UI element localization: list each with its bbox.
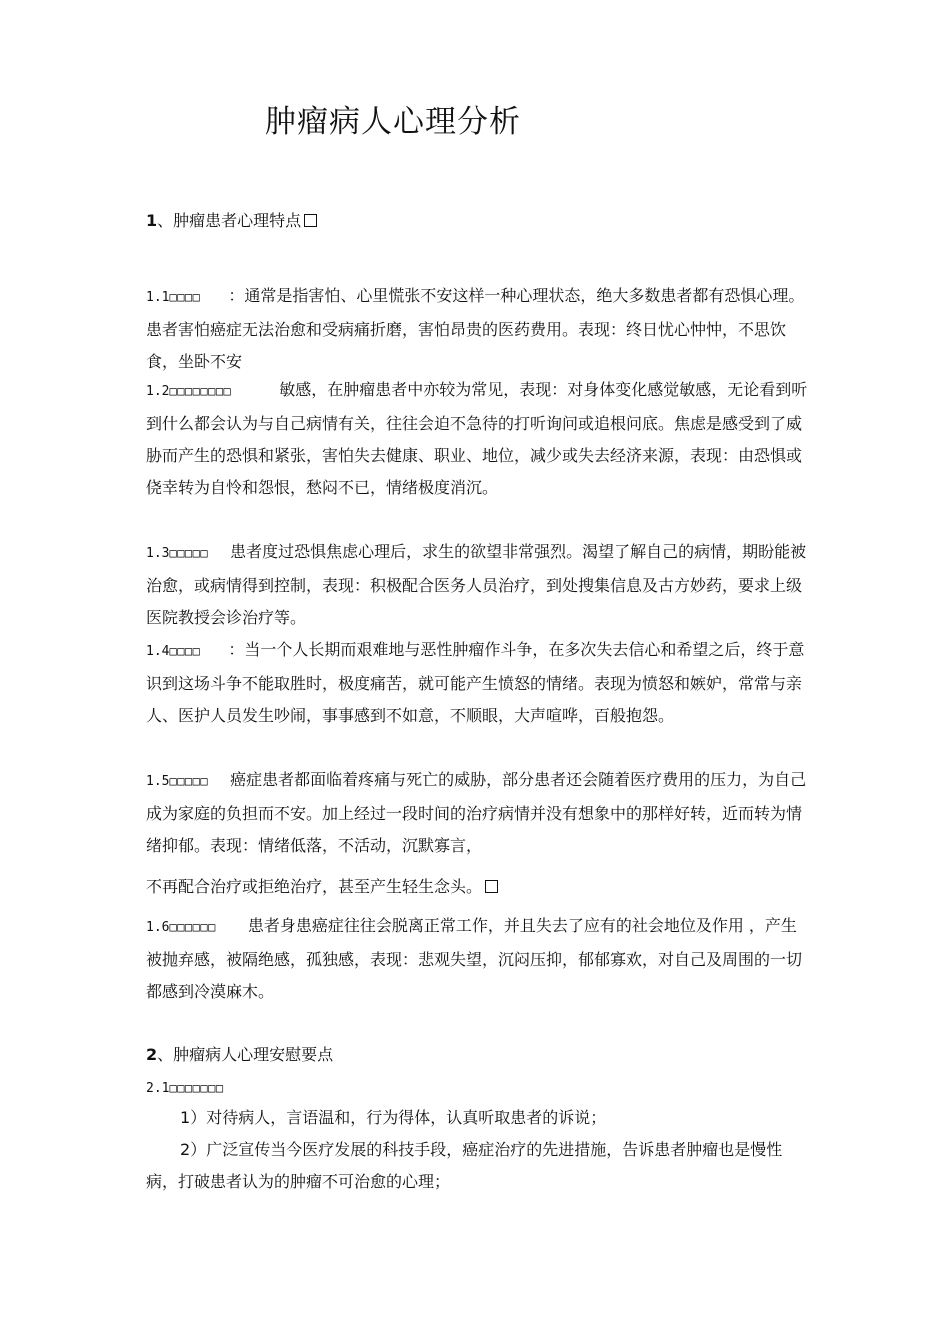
garbled-heading: □□□□□□□ <box>169 1081 224 1095</box>
item-text: 癌症患者都面临着疼痛与死亡的威胁，部分患者还会随着医疗费用的压力，为自己成为家庭的负担而不安。加上经过一段时间的治疗病情并没有想象中的那样好转，近而转为情绪抑郁。表现：情绪低落，不活动，沉默寡言， <box>146 770 807 855</box>
garbled-heading: □□□□□□□□ <box>169 384 232 398</box>
section-2-label: 、肿瘤病人心理安慰要点 <box>157 1045 334 1064</box>
item-text: ：通常是指害怕、心里慌张不安这样一种心理状态，绝大多数患者都有恐惧心理。患者害怕癌症无法治愈和受病痛折磨，害怕昂贵的医药费用。表现：终日忧心忡忡，不思饮食，坐卧不安 <box>146 286 805 371</box>
garbled-heading: □□□□ <box>169 290 201 304</box>
section-1-number: 1 <box>146 211 158 230</box>
section-1-label: 、肿瘤患者心理特点 <box>157 211 302 230</box>
section-1-heading <box>146 208 317 231</box>
point-2 <box>146 1134 808 1198</box>
box-glyph-icon <box>304 214 317 227</box>
item-1-1 <box>146 280 808 378</box>
item-text: ：当一个人长期而艰难地与恶性肿瘤作斗争，在多次失去信心和希望之后，终于意识到这场斗争不能取胜时，极度痛苦，就可能产生愤怒的情绪。表现为愤怒和嫉妒，常常与亲人、医护人员发生吵闹，事事感到不如意，不顺眼，大声喧哗，百般抱怨。 <box>146 640 805 725</box>
item-1-4 <box>146 634 808 732</box>
point-number: 2 <box>180 1140 191 1159</box>
garbled-heading: □□□□ <box>169 644 201 658</box>
point-text: ）广泛宣传当今医疗发展的科技手段，癌症治疗的先进措施，告诉患者肿瘤也是慢性病，打破患者认为的肿瘤不可治愈的心理； <box>146 1140 783 1191</box>
item-1-3 <box>146 536 808 634</box>
item-text: 敏感，在肿瘤患者中亦较为常见，表现：对身体变化感觉敏感，无论看到听到什么都会认为与自己病情有关，往往会迫不急待的打听询问或追根问底。焦虑是感受到了威胁而产生的恐惧和紧张，害怕失去健康、职业、地位，减少或失去经济来源，表现：由恐惧或侥幸转为自怜和怨恨，愁闷不已，情绪极度消沉。 <box>146 380 808 497</box>
point-number: 1 <box>180 1108 191 1127</box>
item-text: 患者度过恐惧焦虑心理后，求生的欲望非常强烈。渴望了解自己的病情，期盼能被治愈，或病情得到控制，表现：积极配合医务人员治疗，到处搜集信息及古方妙药，要求上级医院教授会诊治疗等。 <box>146 542 807 627</box>
item-number: 1.4 <box>146 644 170 659</box>
item-number: 1.6 <box>146 920 170 935</box>
section-2-heading <box>146 1042 333 1065</box>
section-2-number: 2 <box>146 1045 158 1064</box>
box-glyph-icon <box>485 880 498 893</box>
point-1 <box>146 1102 808 1134</box>
item-text: 患者身患癌症往往会脱离正常工作，并且失去了应有的社会地位及作用 ，产生被抛弃感，被隔绝感，孤独感，表现：悲观失望，沉闷压抑，郁郁寡欢，对自己及周围的一切都感到冷漠麻木。 <box>146 916 803 1001</box>
garbled-heading: □□□□□ <box>169 546 209 560</box>
item-number: 1.1 <box>146 290 170 305</box>
item-1-2 <box>146 374 808 504</box>
subsection-2-1 <box>146 1077 224 1096</box>
item-1-5 <box>146 764 808 862</box>
document-title: 肿瘤病人心理分析 <box>265 104 521 140</box>
item-number: 1.3 <box>146 546 170 561</box>
item-1-5-tail: 不再配合治疗或拒绝治疗，甚至产生轻生念头。 <box>146 874 498 897</box>
item-number: 1.5 <box>146 774 170 789</box>
garbled-heading: □□□□□□ <box>169 920 216 934</box>
item-1-6 <box>146 910 808 1008</box>
garbled-heading: □□□□□ <box>169 774 209 788</box>
item-number: 1.2 <box>146 384 170 399</box>
point-text: ）对待病人，言语温和，行为得体，认真听取患者的诉说； <box>190 1108 607 1127</box>
subsection-number: 2.1 <box>146 1081 170 1096</box>
